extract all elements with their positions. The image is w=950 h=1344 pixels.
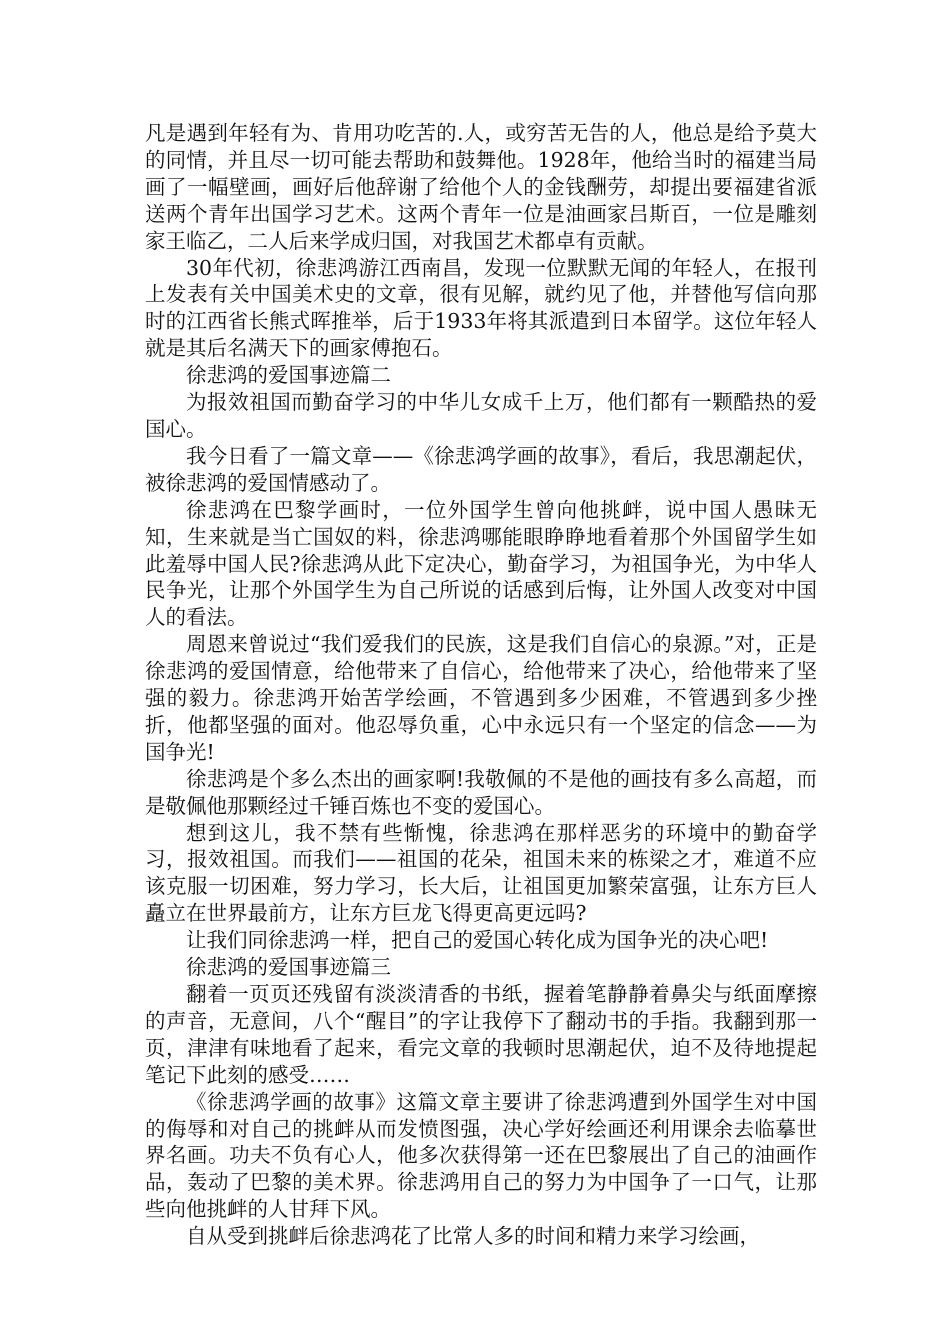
paragraph: 自从受到挑衅后徐悲鸿花了比常人多的时间和精力来学习绘画， [186, 1224, 760, 1249]
paragraph: 凡是遇到年轻有为、肯用功吃苦的.人，或穷苦无告的人，他总是给予莫大的同情，并且尽一切可能去帮助和鼓舞他。1928年，他给当时的福建当局画了一幅壁画，画好后他辞谢了给他个人的金钱酬劳，却提出要福建省派送两个青年出国学习艺术。这两个青年一位是油画家吕斯百，一位是雕刻家王临乙，二人后来学成归国，对我国艺术都卓有贡献。 [145, 121, 817, 253]
paragraph: 让我们同徐悲鸿一样，把自己的爱国心转化成为国争光的决心吧! [186, 928, 769, 953]
paragraph: 为报效祖国而勤奋学习的中华儿女成千上万，他们都有一颗酷热的爱国心。 [145, 390, 817, 441]
paragraph: 徐悲鸿是个多么杰出的画家啊!我敬佩的不是他的画技有多么高超，而是敬佩他那颗经过千锤百炼也不变的爱国心。 [145, 766, 817, 818]
section-heading: 徐悲鸿的爱国事迹篇二 [186, 363, 391, 388]
paragraph: 《徐悲鸿学画的故事》这篇文章主要讲了徐悲鸿遭到外国学生对中国的侮辱和对自己的挑衅从而发愤图强，决心学好绘画还利用课余去临摹世界名画。功夫不负有心人，他多次获得第一还在巴黎展出了自己的油画作品，轰动了巴黎的美术界。徐悲鸿用自己的努力为中国争了一口气，让那些向他挑衅的人甘拜下风。 [145, 1089, 817, 1222]
paragraph: 周恩来曾说过“我们爱我们的民族，这是我们自信心的泉源。”对，正是徐悲鸿的爱国情意，给他带来了自信心，给他带来了决心，给他带来了坚强的毅力。徐悲鸿开始苦学绘画，不管遇到多少困难，不管遇到多少挫折，他都坚强的面对。他忍辱负重，心中永远只有一个坚定的信念——为国争光! [145, 632, 817, 764]
paragraph: 想到这儿，我不禁有些惭愧，徐悲鸿在那样恶劣的环境中的勤奋学习，报效祖国。而我们——祖国的花朵，祖国未来的栋梁之才，难道不应该克服一切困难，努力学习，长大后，让祖国更加繁荣富强，让东方巨人矗立在世界最前方，让东方巨龙飞得更高更远吗? [145, 820, 817, 926]
paragraph: 我今日看了一篇文章——《徐悲鸿学画的故事》，看后，我思潮起伏，被徐悲鸿的爱国情感动了。 [145, 443, 817, 495]
paragraph: 翻着一页页还残留有淡淡清香的书纸，握着笔静静着鼻尖与纸面摩擦的声音，无意间，八个“醒目”的字让我停下了翻动书的手指。我翻到那一页，津津有味地看了起来，看完文章的我顿时思潮起伏，迫不及待地提起笔记下此刻的感受…… [145, 982, 817, 1087]
paragraph: 30年代初，徐悲鸿游江西南昌，发现一位默默无闻的年轻人，在报刊上发表有关中国美术史的文章，很有见解，就约见了他，并替他写信向那时的江西省长熊式晖推举，后于1933年将其派遣到日本留学。这位年轻人就是其后名满天下的画家傅抱石。 [145, 255, 817, 361]
paragraph: 徐悲鸿在巴黎学画时，一位外国学生曾向他挑衅，说中国人愚昧无知，生来就是当亡国奴的料，徐悲鸿哪能眼睁睁地看着那个外国留学生如此羞辱中国人民?徐悲鸿从此下定决心，勤奋学习，为祖国争光，为中华人民争光，让那个外国学生为自己所说的话感到后悔，让外国人改变对中国人的看法。 [145, 497, 817, 630]
section-heading: 徐悲鸿的爱国事迹篇三 [186, 955, 391, 980]
document-page [145, 120, 817, 1250]
